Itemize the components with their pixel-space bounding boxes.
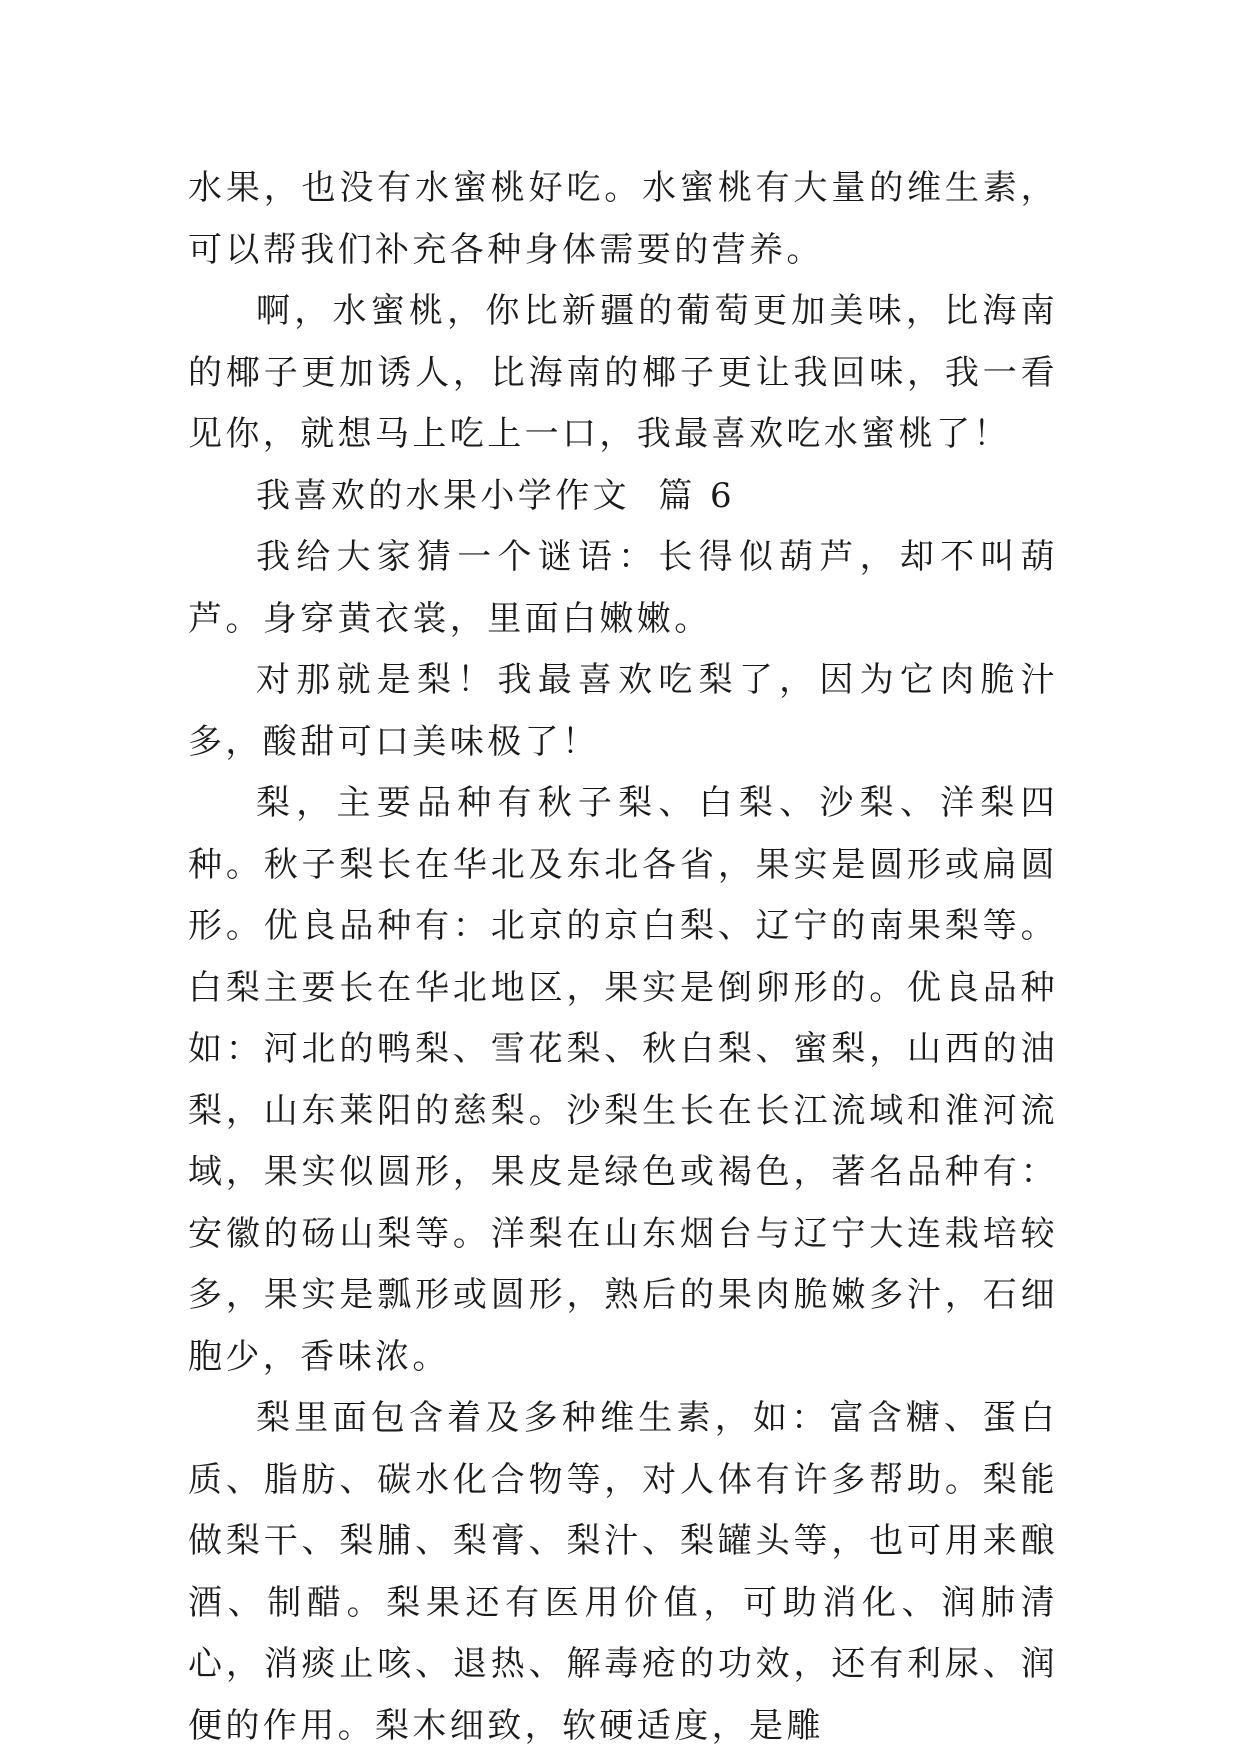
paragraph-5: 梨，主要品种有秋子梨、白梨、沙梨、洋梨四种。秋子梨长在华北及东北各省，果实是圆形或扁圆形。优良品种有：北京的京白梨、辽宁的南果梨等。白梨主要长在华北地区，果实是倒卵形的。优良品种如：河北的鸭梨、雪花梨、秋白梨、蜜梨，山西的油梨，山东莱阳的慈梨。沙梨生长在长江流域和淮河流域，果实似圆形，果皮是绿色或褐色，著名品种有：安徽的砀山梨等。洋梨在山东烟台与辽宁大连栽培较多，果实是瓢形或圆形，熟后的果肉脆嫩多汁，石细胞少，香味浓。: [188, 783, 1058, 1377]
paragraph-4: 对那就是梨！我最喜欢吃梨了，因为它肉脆汁多，酸甜可口美味极了！: [188, 660, 1058, 762]
paragraph-1: 水果，也没有水蜜桃好吃。水蜜桃有大量的维生素，可以帮我们补充各种身体需要的营养。: [188, 168, 1058, 270]
section-heading: 我喜欢的水果小学作文 篇 6: [256, 475, 736, 516]
document-body: [188, 158, 1058, 1757]
paragraph-3: 我给大家猜一个谜语：长得似葫芦，却不叫葫芦。身穿黄衣裳，里面白嫩嫩。: [188, 537, 1058, 639]
paragraph-6: 梨里面包含着及多种维生素，如：富含糖、蛋白质、脂肪、碳水化合物等，对人体有许多帮助。梨能做梨干、梨脯、梨膏、梨汁、梨罐头等，也可用来酿酒、制醋。梨果还有医用价值，可助消化、润肺清心，消痰止咳、退热、解毒疮的功效，还有利尿、润便的作用。梨木细致，软硬适度，是雕: [188, 1398, 1058, 1746]
paragraph-2: 啊，水蜜桃，你比新疆的葡萄更加美味，比海南的椰子更加诱人，比海南的椰子更让我回味，我一看见你，就想马上吃上一口，我最喜欢吃水蜜桃了！: [188, 291, 1058, 454]
